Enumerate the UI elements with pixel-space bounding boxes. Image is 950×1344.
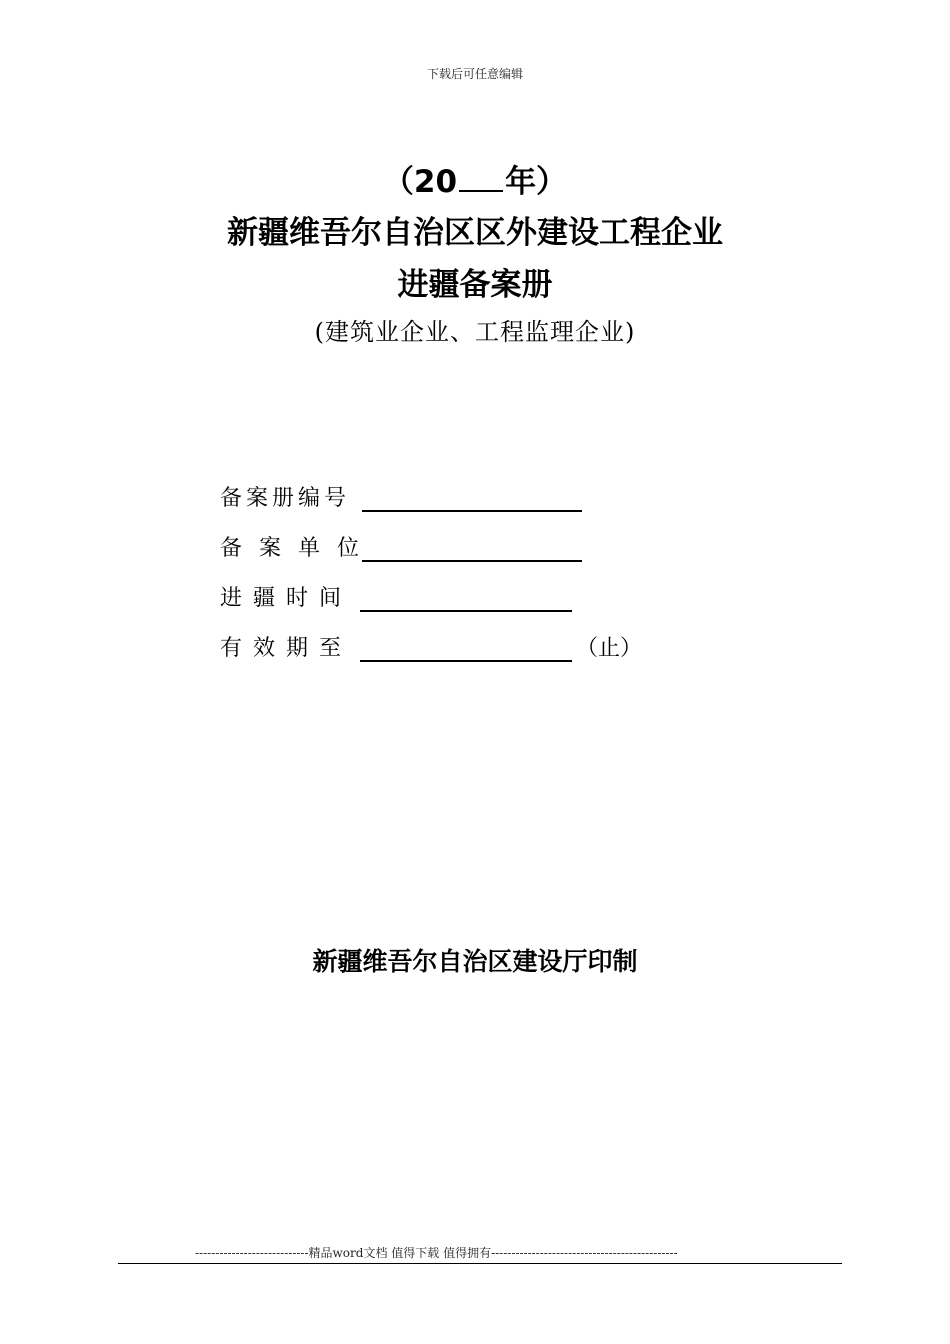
footer-note: ----------------------------精品word文档 值得下载 值得拥有---------------------------------------------- xyxy=(195,1246,678,1260)
register-number-label: 备案册编号 xyxy=(220,486,351,511)
subtitle: (建筑业企业、工程监理企业) xyxy=(314,318,636,346)
title-line-1: 新疆维吾尔自治区区外建设工程企业 xyxy=(227,215,723,251)
register-number-line xyxy=(362,510,582,512)
valid-until-line xyxy=(360,660,572,662)
printer-line: 新疆维吾尔自治区建设厅印制 xyxy=(312,947,638,976)
year-prefix: （20 xyxy=(382,164,458,200)
entry-time-line xyxy=(360,610,572,612)
valid-until-label: 有效期至 xyxy=(220,636,353,661)
record-unit-line xyxy=(362,560,582,562)
year-blank xyxy=(459,162,503,192)
valid-until-suffix: （止） xyxy=(576,636,643,661)
year-suffix: 年） xyxy=(505,164,568,200)
header-note: 下载后可任意编辑 xyxy=(426,67,523,81)
record-unit-label: 备案单位 xyxy=(220,536,377,561)
footer-rule xyxy=(118,1263,842,1264)
title-line-2: 进疆备案册 xyxy=(397,267,553,303)
entry-time-label: 进疆时间 xyxy=(220,586,353,611)
year-line xyxy=(0,160,950,204)
